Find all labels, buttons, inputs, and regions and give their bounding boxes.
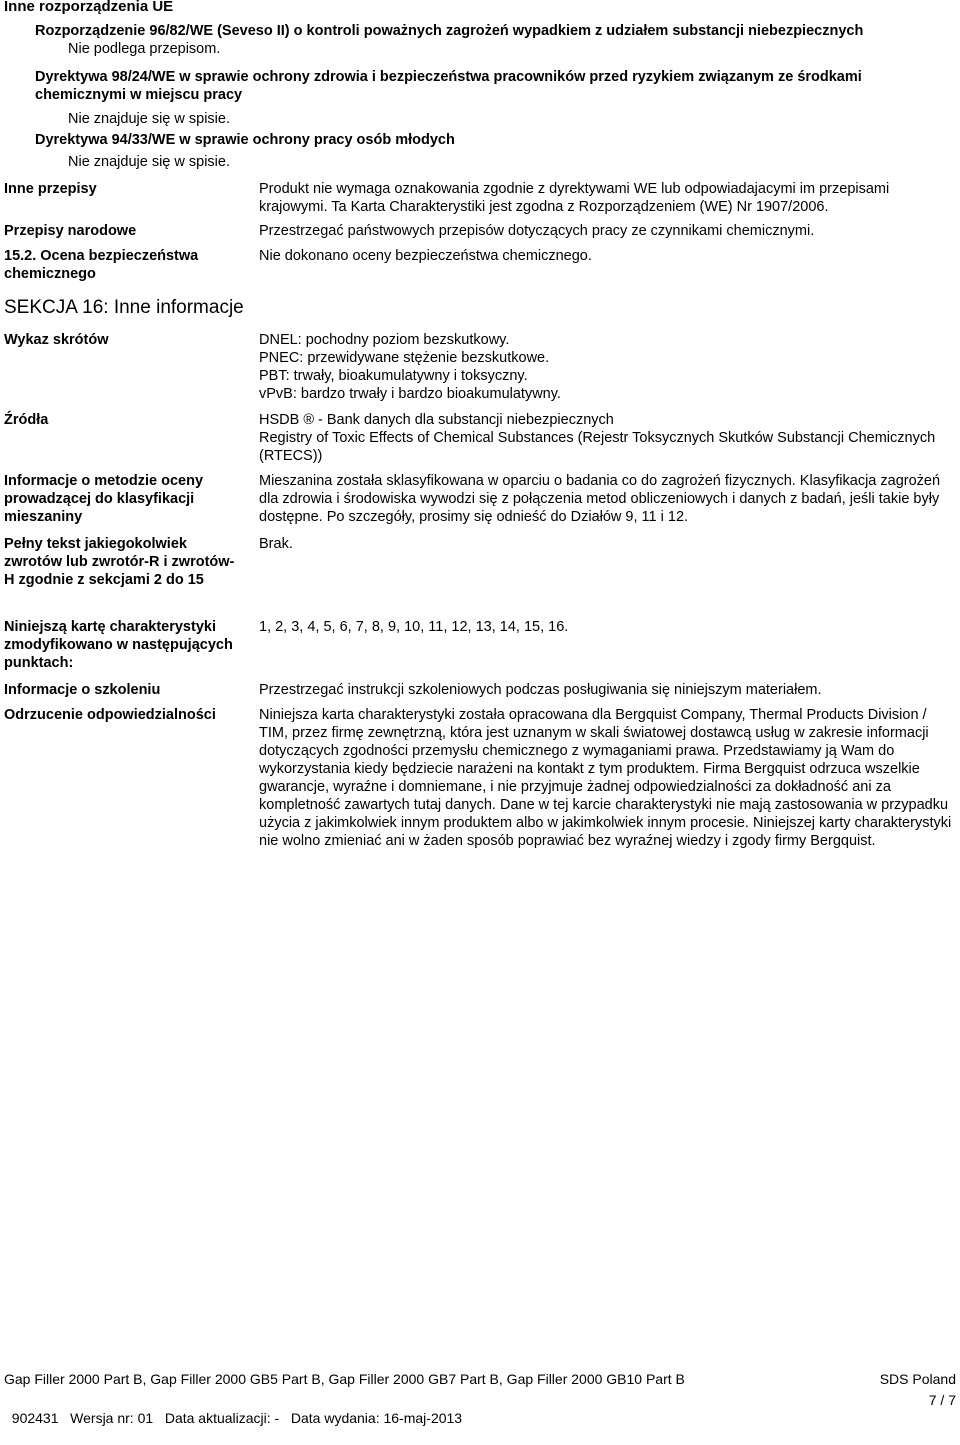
national-regs-value: Przestrzegać państwowych przepisów dotyczących pracy ze czynnikami chemicznymi. bbox=[259, 223, 815, 239]
abbrev-line: PBT: trwały, bioakumulatywny i toksyczny. bbox=[259, 368, 528, 384]
national-regs-label: Przepisy narodowe bbox=[4, 223, 137, 239]
other-regs-value: Produkt nie wymaga oznakowania zgodnie z dyrektywami WE lub odpowiadajacymi im przepisami krajowymi. Ta Karta Charakterystiki jest zgodna z Rozporządzeniem (WE) Nr 1907/2006. bbox=[259, 181, 890, 215]
directive-98-title: Dyrektywa 98/24/WE w sprawie ochrony zdrowia i bezpieczeństwa pracowników przed ryzykiem związanym ze środkami chemicznymi w miejscu pracy bbox=[35, 69, 862, 103]
abbrev-label: Wykaz skrótów bbox=[4, 332, 109, 348]
seveso-value: Nie podlega przepisom. bbox=[68, 41, 221, 57]
footer-meta-row bbox=[4, 1391, 956, 1445]
abbrev-list bbox=[259, 331, 949, 403]
directive-98-value: Nie znajduje się w spisie. bbox=[68, 111, 230, 127]
training-value: Przestrzegać instrukcji szkoleniowych podczas posługiwania się niniejszym materiałem. bbox=[259, 682, 822, 698]
seveso-title: Rozporządzenie 96/82/WE (Seveso II) o kontroli poważnych zagrożeń wypadkiem z udziałem substancji niebezpiecznych bbox=[35, 23, 864, 39]
sources-list bbox=[259, 411, 949, 465]
abbrev-line: DNEL: pochodny poziom bezskutkowy. bbox=[259, 332, 510, 348]
other-regs-label: Inne przepisy bbox=[4, 181, 97, 197]
training-label: Informacje o szkoleniu bbox=[4, 682, 161, 698]
footer-products: Gap Filler 2000 Part B, Gap Filler 2000 GB5 Part B, Gap Filler 2000 GB7 Part B, Gap Filler 2000 GB10 Part B bbox=[4, 1371, 685, 1387]
chem-safety-label: 15.2. Ocena bezpieczeństwa chemicznego bbox=[4, 248, 199, 282]
source-line: HSDB ® - Bank danych dla substancji niebezpiecznych bbox=[259, 412, 614, 428]
eu-regs-heading: Inne rozporządzenia UE bbox=[4, 0, 174, 15]
method-value: Mieszanina została sklasyfikowana w oparciu o badania co do zagrożeń fizycznych. Klasyfikacja zagrożeń dla zdrowia i środowiska wywodzi się z połączenia metod obliczeniowych i danych z badań, jeśli takie były dostępne. Po szczegóły, prosimy się odnieść do Działów 9, 11 i 12. bbox=[259, 473, 941, 525]
abbrev-line: vPvB: bardzo trwały i bardzo bioakumulatywny. bbox=[259, 386, 561, 402]
chem-safety-value: Nie dokonano oceny bezpieczeństwa chemicznego. bbox=[259, 248, 592, 264]
abbrev-line: PNEC: przewidywane stężenie bezskutkowe. bbox=[259, 350, 550, 366]
footer-page-number: 7 / 7 bbox=[928, 1392, 956, 1408]
phrases-label: Pełny tekst jakiegokolwiek zwrotów lub zwrotór-R i zwrotów-H zgodnie z sekcjami 2 do 15 bbox=[4, 536, 235, 588]
modified-label: Niniejszą kartę charakterystyki zmodyfikowano w następujących punktach: bbox=[4, 619, 233, 671]
method-label: Informacje o metodzie oceny prowadzącej do klasyfikacji mieszaniny bbox=[4, 473, 204, 525]
directive-94-title: Dyrektywa 94/33/WE w sprawie ochrony pracy osób młodych bbox=[35, 132, 455, 148]
modified-value: 1, 2, 3, 4, 5, 6, 7, 8, 9, 10, 11, 12, 13, 14, 15, 16. bbox=[259, 619, 569, 635]
disclaimer-label: Odrzucenie odpowiedzialności bbox=[4, 707, 216, 723]
source-line: Registry of Toxic Effects of Chemical Substances (Rejestr Toksycznych Skutków Substancji Chemicznych (RTECS)) bbox=[259, 430, 936, 464]
sources-label: Źródła bbox=[4, 412, 49, 428]
footer-products-row bbox=[4, 1370, 956, 1388]
directive-94-value: Nie znajduje się w spisie. bbox=[68, 154, 230, 170]
section16-heading: SEKCJA 16: Inne informacje bbox=[4, 297, 244, 318]
footer-meta: 902431 Wersja nr: 01 Data aktualizacji: - Data wydania: 16-maj-2013 bbox=[11, 1410, 463, 1426]
disclaimer-value: Niniejsza karta charakterystyki została opracowana dla Bergquist Company, Thermal Products Division / TIM, przez firmę zewnętrzną, która jest uznanym w skali światowej dostawcą usług w zakresie informacji dotyczących zgodności przemysłu chemicznego z wymaganiami prawa. Przedstawiamy ją Wam do wykorzystania kiedy będziecie narażeni na kontakt z tym produktem. Firma Bergquist odrzuca wszelkie gwarancje, wyraźne i domniemane, i nie przyjmuje żadnej odpowiedzialności za dokładność ani za kompletność zawartych tutaj danych. Dane w tej karcie charakterystyki nie mają zastosowania w przypadku użycia z jakimkolwiek innym produktem albo w jakimkolwiek innym procesie. Niniejszej karty charakterystyki nie wolno zmieniać ani w żaden sposób poprawiać bez wyraźnej wiedzy i zgody firmy Bergquist. bbox=[259, 707, 952, 849]
footer-sds: SDS Poland bbox=[879, 1371, 956, 1387]
phrases-value: Brak. bbox=[259, 536, 293, 552]
